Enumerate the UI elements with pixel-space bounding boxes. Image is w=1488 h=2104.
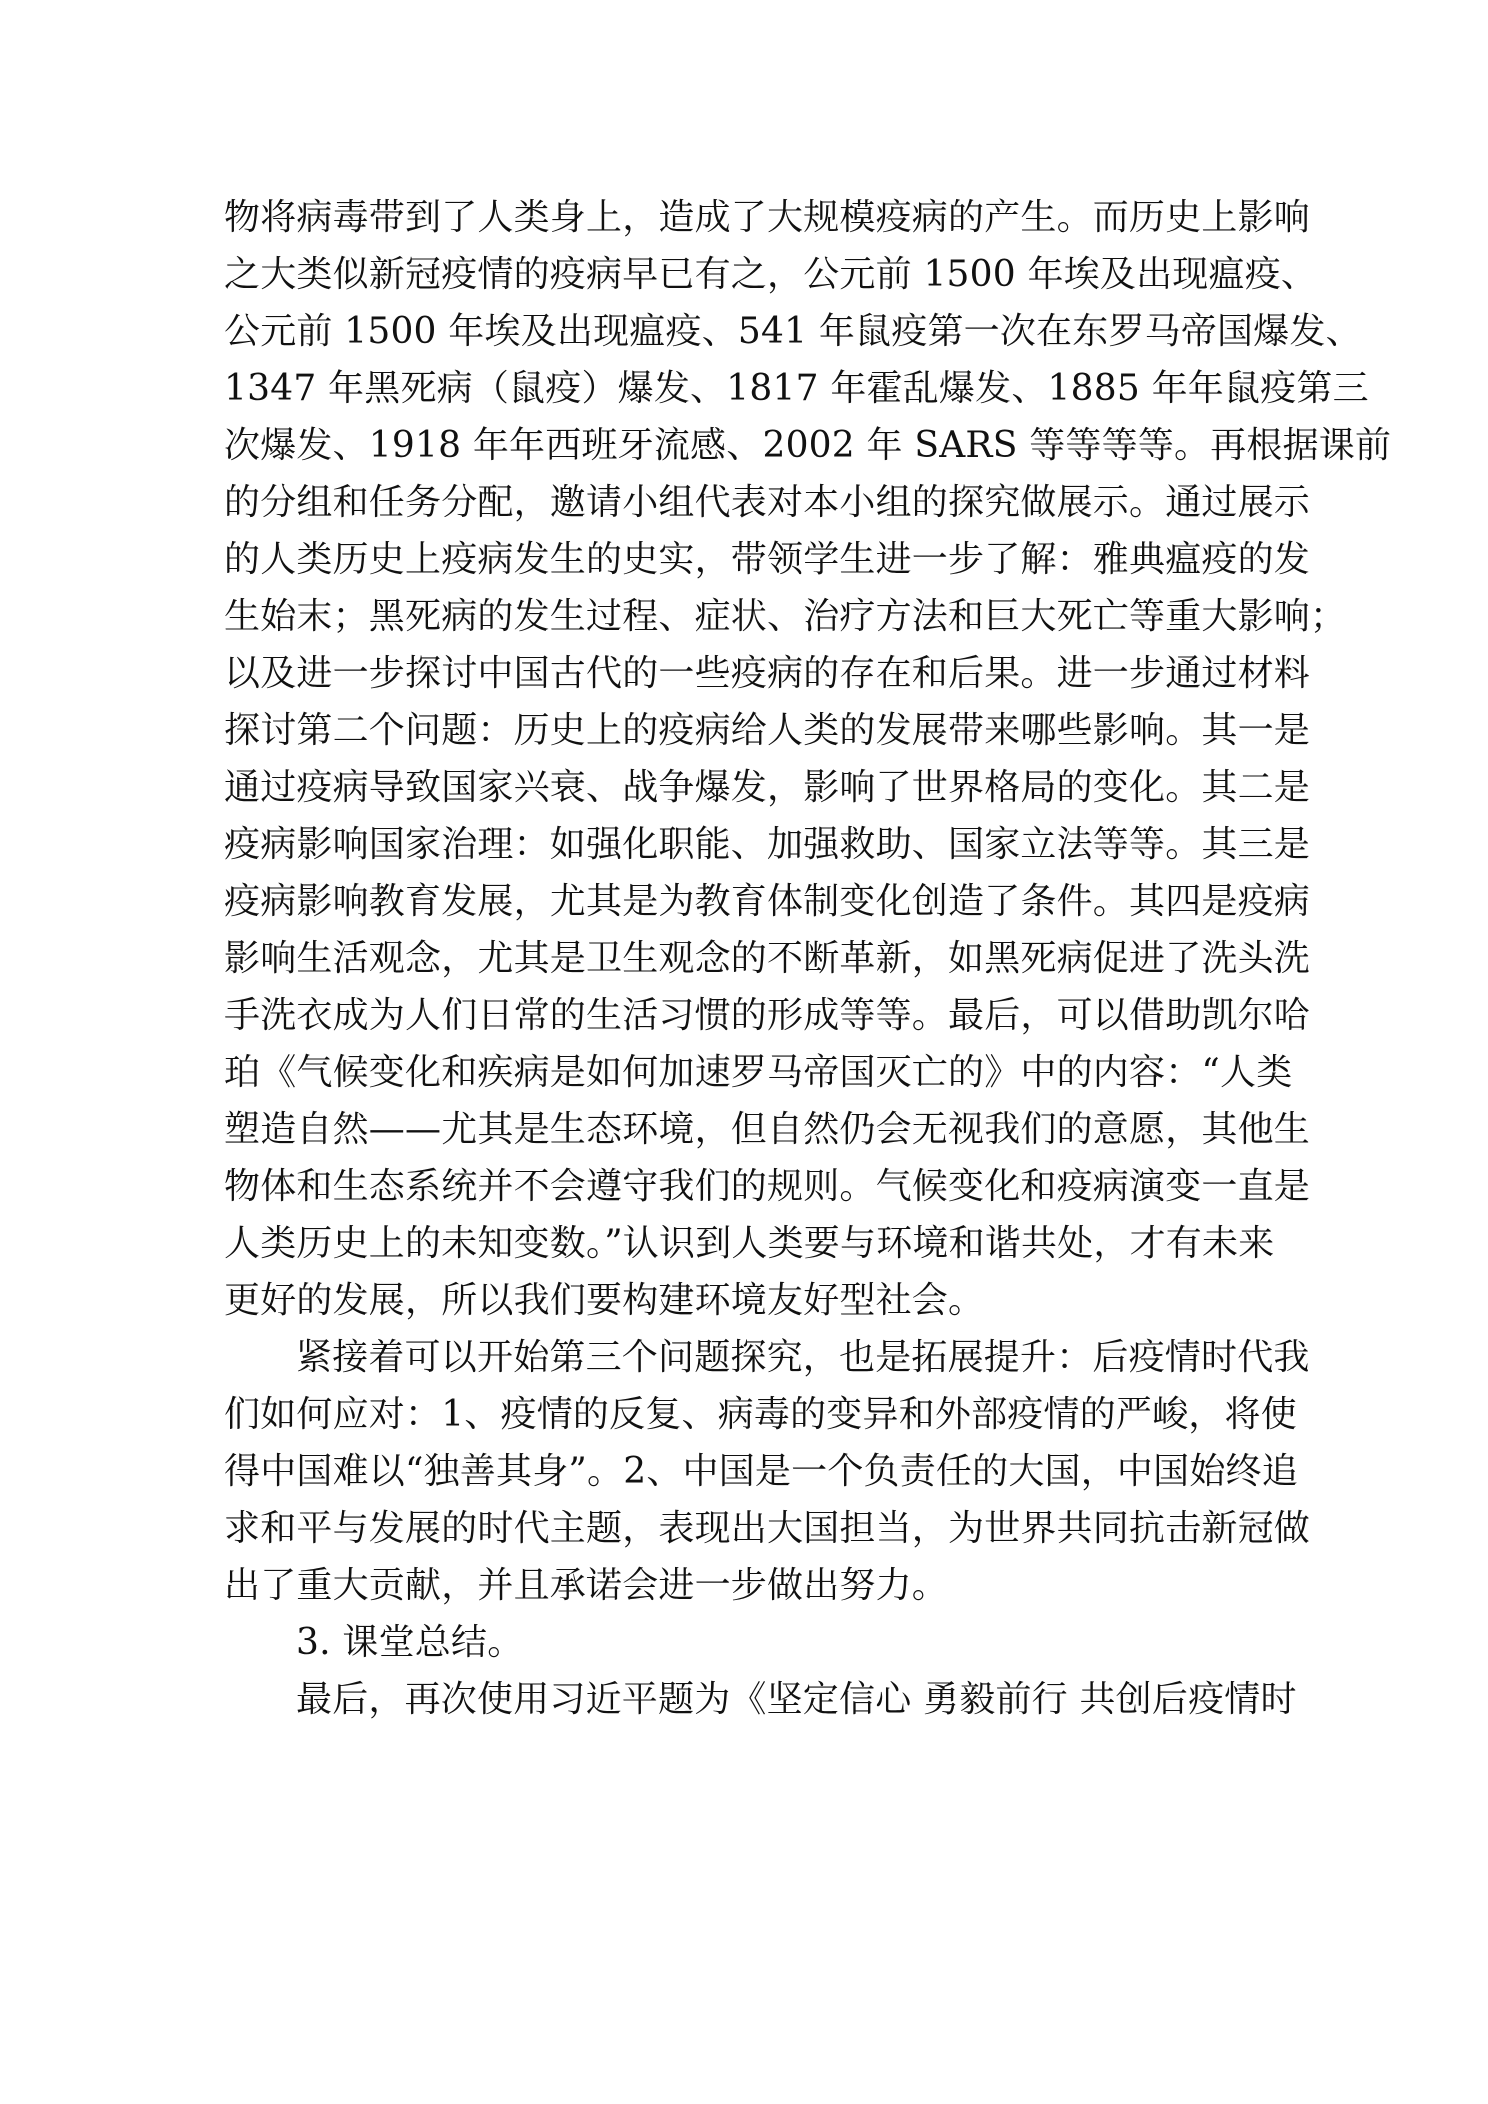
- paragraph-4: [224, 1671, 1297, 1728]
- paragraph-line: 次爆发、1918 年年西班牙流感、2002 年 SARS 等等等等。再根据课前: [224, 425, 1392, 466]
- paragraph-line: 物将病毒带到了人类身上，造成了大规模疫病的产生。而历史上影响: [224, 197, 1311, 238]
- paragraph-line: 最后，再次使用习近平题为《坚定信心 勇毅前行 共创后疫情时: [296, 1679, 1297, 1720]
- paragraph-line: 1347 年黑死病（鼠疫）爆发、1817 年霍乱爆发、1885 年年鼠疫第三: [224, 368, 1369, 409]
- paragraph-line: 的分组和任务分配，邀请小组代表对本小组的探究做展示。通过展示: [224, 482, 1311, 523]
- paragraph-2: [224, 1329, 1311, 1614]
- paragraph-line: 物体和生态系统并不会遵守我们的规则。气候变化和疫病演变一直是: [224, 1166, 1311, 1207]
- paragraph-1: [224, 189, 1392, 1329]
- paragraph-line: 疫病影响国家治理：如强化职能、加强救助、国家立法等等。其三是: [224, 824, 1311, 865]
- section-heading-3: [224, 1614, 1264, 1671]
- paragraph-line: 公元前 1500 年埃及出现瘟疫、541 年鼠疫第一次在东罗马帝国爆发、: [224, 311, 1362, 352]
- paragraph-line: 求和平与发展的时代主题，表现出大国担当，为世界共同抗击新冠做: [224, 1508, 1311, 1549]
- paragraph-line: 疫病影响教育发展，尤其是为教育体制变化创造了条件。其四是疫病: [224, 881, 1311, 922]
- paragraph-line: 人类历史上的未知变数。”认识到人类要与环境和谐共处，才有未来: [224, 1223, 1275, 1264]
- paragraph-line: 得中国难以“独善其身”。2、中国是一个负责任的大国，中国始终追: [224, 1451, 1298, 1492]
- paragraph-line: 的人类历史上疫病发生的史实，带领学生进一步了解：雅典瘟疫的发: [224, 539, 1311, 580]
- paragraph-line: 生始末；黑死病的发生过程、症状、治疗方法和巨大死亡等重大影响；: [224, 596, 1347, 637]
- paragraph-line: 塑造自然——尤其是生态环境，但自然仍会无视我们的意愿，其他生: [224, 1109, 1311, 1150]
- paragraph-line: 探讨第二个问题：历史上的疫病给人类的发展带来哪些影响。其一是: [224, 710, 1311, 751]
- paragraph-line: 紧接着可以开始第三个问题探究，也是拓展提升：后疫情时代我: [296, 1337, 1310, 1378]
- paragraph-line: 珀《气候变化和疾病是如何加速罗马帝国灭亡的》中的内容：“人类: [224, 1052, 1293, 1093]
- paragraph-line: 通过疫病导致国家兴衰、战争爆发，影响了世界格局的变化。其二是: [224, 767, 1311, 808]
- paragraph-line: 出了重大贡献，并且承诺会进一步做出努力。: [224, 1565, 949, 1606]
- paragraph-line: 们如何应对：1、疫情的反复、病毒的变异和外部疫情的严峻，将使: [224, 1394, 1297, 1435]
- paragraph-line: 之大类似新冠疫情的疫病早已有之，公元前 1500 年埃及出现瘟疫、: [224, 254, 1318, 295]
- paragraph-line: 手洗衣成为人们日常的生活习惯的形成等等。最后，可以借助凯尔哈: [224, 995, 1311, 1036]
- section-heading: 3. 课堂总结。: [296, 1622, 524, 1663]
- paragraph-line: 影响生活观念，尤其是卫生观念的不断革新，如黑死病促进了洗头洗: [224, 938, 1311, 979]
- body-text: [224, 189, 1392, 1728]
- paragraph-line: 更好的发展，所以我们要构建环境友好型社会。: [224, 1280, 985, 1321]
- paragraph-line: 以及进一步探讨中国古代的一些疫病的存在和后果。进一步通过材料: [224, 653, 1311, 694]
